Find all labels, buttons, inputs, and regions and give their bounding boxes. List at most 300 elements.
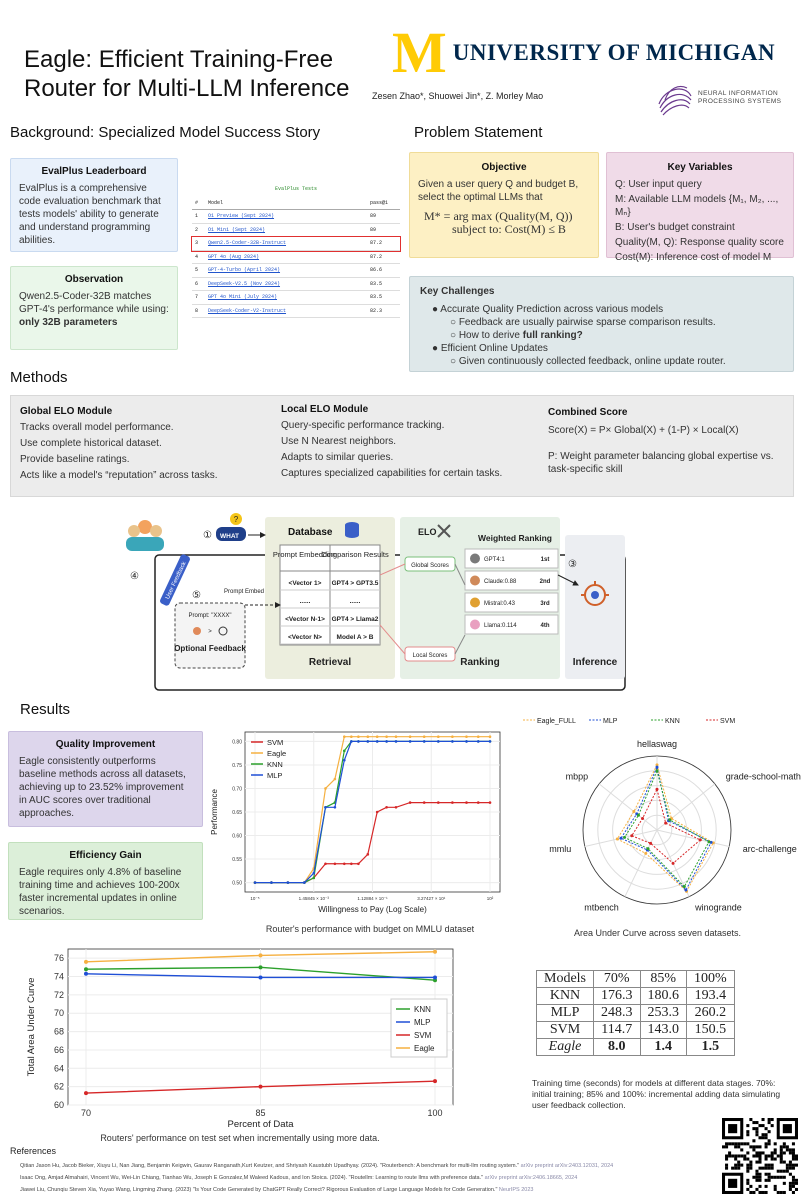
col-embed: Prompt Embedding	[272, 550, 338, 559]
data-point	[84, 972, 88, 976]
leaderboard-row	[192, 264, 400, 278]
row-model[interactable]: GPT 4o (Aug 2024)	[208, 253, 260, 260]
legend-label: SVM	[267, 738, 284, 747]
row-model[interactable]: GPT-4-Turbo (April 2024)	[208, 267, 281, 274]
table-cell: 260.2	[687, 1005, 735, 1022]
local-elo-module	[281, 404, 521, 484]
table-header-row	[537, 971, 735, 988]
radar-point	[649, 842, 652, 845]
reference-source[interactable]: arXiv preprint arXiv:2403.12031, 2024	[520, 1163, 614, 1169]
local-scores-label: Local Scores	[412, 653, 448, 659]
y-tick-label: 72	[53, 989, 64, 1000]
reference-item	[20, 1160, 720, 1172]
db-vector: <Vector N-1>	[285, 616, 325, 623]
method-item: Tracks overall model performance.	[20, 422, 174, 433]
x-tick-label: 100	[427, 1108, 443, 1118]
architecture-diagram	[120, 505, 640, 695]
data-point	[385, 806, 388, 809]
data-point	[477, 735, 480, 738]
table-cell: 180.6	[640, 988, 687, 1005]
key-variable: Cost(M): Inference cost of model M	[615, 252, 772, 263]
data-point	[451, 735, 454, 738]
challenges-box: Key Challenges ● Accurate Quality Prediction across various models ○ Feedback are usually pairwise sparse comparison results. ○ How to derive full ranking? ● Efficient Online Updates ○ Given continuously collected feedback, online update router.	[409, 276, 794, 372]
data-point	[395, 735, 398, 738]
reference-item	[20, 1172, 720, 1184]
references-heading: References	[10, 1146, 57, 1156]
umich-logo	[392, 20, 776, 85]
user-feedback-label: User Feedback	[165, 560, 188, 601]
elo-label: ELO	[418, 527, 437, 537]
db-vector: <Vector N>	[288, 634, 322, 641]
row-rank: 7	[195, 294, 199, 301]
optional-label: Optional Feedback	[174, 644, 246, 653]
objective-formula	[418, 210, 590, 236]
table-cell: 193.4	[687, 988, 735, 1005]
rank-position: 4th	[540, 623, 550, 629]
rank-position: 2nd	[539, 579, 551, 585]
data-point	[451, 740, 454, 743]
combined-score	[548, 406, 788, 476]
data-point	[437, 735, 440, 738]
data-point	[367, 740, 370, 743]
references-list	[20, 1160, 720, 1196]
svg-text:?: ?	[233, 515, 239, 524]
incremental-auc-chart	[20, 943, 460, 1130]
data-point	[376, 735, 379, 738]
global-elo-items	[20, 422, 270, 481]
rank-position: 3rd	[540, 601, 550, 607]
reference-source[interactable]: NeurIPS 2023	[498, 1187, 534, 1193]
radar-axis-label: mmlu	[549, 844, 572, 855]
evalplus-text: EvalPlus is a comprehensive code evaluation benchmark that tests models' ability to generate and understand programming abilities.	[19, 183, 161, 246]
radar-point	[656, 769, 659, 772]
table-cell: 143.0	[640, 1022, 687, 1039]
table-cell: 114.7	[594, 1022, 641, 1039]
x-tick-label: 3.27427 × 10¹	[417, 896, 446, 901]
row-model[interactable]: Qwen2.5-Coder-32B-Instruct	[208, 240, 287, 247]
method-item: Use N Nearest neighbors.	[281, 436, 397, 447]
col-rank: #	[195, 199, 199, 206]
legend-label: SVM	[414, 1031, 432, 1040]
data-point	[423, 801, 426, 804]
data-point	[437, 740, 440, 743]
y-tick-label: 0.75	[232, 762, 242, 769]
rank-label: Mistral:0.43	[484, 601, 516, 607]
evalplus-leaderboard	[192, 186, 400, 320]
row-model[interactable]: O1 Preview (Sept 2024)	[208, 213, 275, 220]
method-item: Acts like a model's “reputation” across tasks.	[20, 470, 218, 481]
data-point	[270, 881, 273, 884]
row-pass: 82.3	[370, 307, 383, 314]
evalplus-title: EvalPlus Leaderboard	[41, 166, 147, 177]
step-5: ⑤	[192, 590, 201, 601]
leaderboard-row	[192, 305, 400, 319]
data-point	[254, 881, 257, 884]
step-1: ①	[203, 530, 212, 541]
row-pass: 87.2	[370, 253, 383, 260]
data-point	[259, 965, 263, 969]
what-label: WHAT	[220, 533, 240, 540]
col-model: Model	[208, 199, 224, 206]
radar-point	[683, 885, 686, 888]
table-cell: 8.0	[594, 1039, 641, 1056]
y-tick-label: 74	[53, 971, 64, 982]
observation-bold: only 32B parameters	[19, 317, 118, 328]
key-variables-title: Key Variables	[667, 162, 733, 173]
legend-label: MLP	[603, 718, 618, 725]
neurips-name: NEURAL INFORMATION PROCESSING SYSTEMS	[698, 90, 782, 105]
data-point	[465, 801, 468, 804]
data-point	[350, 735, 353, 738]
objective-title: Objective	[481, 162, 527, 173]
data-point	[376, 740, 379, 743]
x-tick-label: 70	[80, 1108, 92, 1118]
combined-note: P: Weight parameter balancing global expertise vs. task-specific skill	[548, 451, 774, 475]
key-variables-box	[606, 152, 794, 263]
table-row	[537, 1022, 735, 1039]
retrieval-label: Retrieval	[308, 657, 352, 668]
umich-name: UNIVERSITY OF MICHIGAN	[452, 40, 776, 65]
data-point	[385, 735, 388, 738]
method-item: Adapts to similar queries.	[281, 452, 394, 463]
ranking-label: Ranking	[460, 657, 500, 668]
database-icon	[345, 522, 359, 538]
radar-point	[641, 817, 644, 820]
prompt-example: Prompt: "XXXX"	[188, 613, 232, 619]
x-tick-label: 10⁻⁵	[250, 896, 260, 901]
x-tick-label: 85	[255, 1108, 266, 1118]
data-point	[343, 750, 346, 753]
key-variable: B: User's budget constraint	[615, 222, 735, 233]
challenge-1b-bold: full ranking?	[522, 330, 583, 341]
rank-position: 1st	[540, 557, 550, 563]
quality-box	[8, 731, 203, 827]
table-header-cell: 100%	[687, 971, 735, 988]
challenges-title: Key Challenges	[420, 286, 495, 297]
legend-label: SVM	[720, 718, 736, 725]
global-scores-label: Global Scores	[411, 563, 449, 569]
row-model[interactable]: O1 Mini (Sept 2024)	[208, 226, 266, 233]
training-time-table	[536, 970, 735, 1056]
database-title: Database	[288, 527, 333, 538]
y-axis-label: Total Area Under Curve	[26, 977, 37, 1077]
db-result: GPT4 > GPT3.5	[331, 580, 379, 587]
leaderboard-row	[192, 224, 400, 238]
data-point	[433, 1079, 437, 1083]
global-elo-module	[20, 406, 270, 486]
leaderboard-row	[192, 251, 400, 265]
table-header-cell: 70%	[594, 971, 641, 988]
db-vector: ......	[299, 598, 311, 605]
data-point	[409, 801, 412, 804]
data-point	[350, 740, 353, 743]
neurips-logo	[655, 78, 808, 118]
table-row	[537, 1005, 735, 1022]
legend-label: KNN	[414, 1005, 431, 1014]
data-point	[433, 950, 437, 954]
observation-title: Observation	[64, 274, 124, 285]
y-tick-label: 0.60	[232, 833, 242, 840]
data-point	[489, 740, 492, 743]
radar-point	[632, 810, 635, 813]
y-tick-label: 68	[53, 1026, 64, 1037]
combined-formula: Score(X) = P× Global(X) + (1-P) × Local(X)	[548, 425, 739, 436]
key-variable: M: Available LLM models {M₁, M₂, ..., Mₙ}	[615, 194, 779, 218]
data-point	[451, 801, 454, 804]
data-point	[84, 1091, 88, 1095]
data-point	[334, 778, 337, 781]
data-point	[259, 975, 263, 979]
challenge-2: Efficient Online Updates	[440, 343, 548, 354]
y-tick-label: 0.65	[232, 810, 242, 816]
legend-label: MLP	[267, 771, 283, 780]
radar-point	[656, 788, 659, 791]
legend-label: Eagle	[267, 749, 287, 758]
data-point	[343, 735, 346, 738]
row-pass: 89	[370, 213, 377, 220]
y-tick-label: 70	[53, 1008, 64, 1019]
reference-item	[20, 1184, 720, 1196]
data-point	[357, 862, 360, 865]
x-tick-label: 10²	[486, 896, 494, 901]
problem-heading: Problem Statement	[414, 124, 543, 141]
results-heading: Results	[20, 701, 71, 718]
data-point	[343, 862, 346, 865]
data-point	[367, 735, 370, 738]
radar-point	[668, 818, 671, 821]
radar-point	[672, 862, 675, 865]
inference-label: Inference	[572, 657, 618, 668]
rank-label: Llama:0.114	[484, 623, 517, 629]
objective-text: Given a user query Q and budget B, select the optimal LLMs that	[418, 179, 579, 203]
data-point	[84, 960, 88, 964]
budget-performance-chart	[205, 724, 515, 920]
table-header-cell: 85%	[640, 971, 687, 988]
table-cell: 1.4	[640, 1039, 687, 1056]
y-tick-label: 0.70	[232, 786, 242, 793]
efficiency-box	[8, 842, 203, 920]
data-point	[259, 1085, 263, 1089]
data-point	[385, 740, 388, 743]
umich-block-m: M	[392, 20, 445, 85]
row-rank: 4	[195, 253, 199, 260]
radar-point	[623, 836, 626, 839]
table-cell: SVM	[537, 1022, 594, 1039]
db-vector: <Vector 1>	[288, 580, 322, 587]
methods-heading: Methods	[10, 369, 68, 386]
users-icon	[126, 520, 164, 551]
data-point	[433, 975, 437, 979]
leaderboard-table	[192, 196, 400, 318]
row-model[interactable]: DeepSeek-Coder-V2-Instruct	[208, 307, 287, 314]
chart3-caption: Routers' performance on test set when incrementally using more data.	[100, 1133, 380, 1143]
observation-text: Qwen2.5-Coder-32B matches GPT-4's performance while using:	[19, 291, 169, 315]
table-cell: MLP	[537, 1005, 594, 1022]
db-result: GPT4 > Llama2	[331, 616, 379, 623]
db-result: Model A > B	[336, 634, 374, 641]
table-cell: 253.3	[640, 1005, 687, 1022]
radar-point	[619, 837, 622, 840]
challenge-1: Accurate Quality Prediction across various models	[440, 304, 664, 315]
leaderboard-row	[192, 278, 400, 292]
data-point	[489, 801, 492, 804]
row-pass: 89	[370, 226, 377, 233]
challenge-2a: Given continuously collected feedback, online update router.	[458, 356, 726, 367]
radar-point	[637, 814, 640, 817]
challenge-1a: Feedback are usually pairwise sparse comparison results.	[458, 317, 716, 328]
legend-label: Eagle_FULL	[537, 718, 576, 725]
y-tick-label: 0.55	[232, 857, 242, 864]
table-cell: 1.5	[687, 1039, 735, 1056]
svg-text:>: >	[208, 629, 212, 635]
db-result: ......	[349, 598, 361, 605]
radar-point	[616, 838, 619, 841]
key-variable: Quality(M, Q): Response quality score	[615, 237, 784, 248]
radar-axis-label: grade-school-math	[725, 771, 801, 782]
qr-code-icon[interactable]	[722, 1118, 798, 1194]
local-elo-items	[281, 420, 521, 479]
method-item: Use complete historical dataset.	[20, 438, 162, 449]
efficiency-text: Eagle requires only 4.8% of baseline training time and achieves 100-200x faster incremental updates in online scenarios.	[19, 867, 182, 917]
method-item: Query-specific performance tracking.	[281, 420, 445, 431]
data-point	[423, 740, 426, 743]
leaderboard-row	[192, 237, 400, 251]
row-rank: 5	[195, 267, 199, 274]
model-logo-icon	[470, 554, 480, 564]
data-point	[395, 740, 398, 743]
table-cell: 176.3	[594, 988, 641, 1005]
y-tick-label: 66	[53, 1044, 64, 1055]
reference-text: Isaac Ong, Amjad Almahairi, Vincent Wu, Wei-Lin Chiang, Tianhao Wu, Joseph E Gonzalez,M Waleed Kadous, and Ion Stoica. (2024). "Routellm: Learning to route llms with preference data."	[20, 1175, 485, 1181]
radar-axis-label: mbpp	[565, 771, 589, 782]
combined-title: Combined Score	[548, 407, 628, 418]
data-point	[303, 881, 306, 884]
table-cell: 248.3	[594, 1005, 641, 1022]
row-rank: 3	[195, 240, 199, 247]
legend-label: Eagle	[414, 1044, 435, 1053]
global-elo-title: Global ELO Module	[20, 406, 113, 417]
leaderboard-row	[192, 291, 400, 305]
y-tick-label: 0.50	[232, 880, 242, 887]
radar-axis-label: arc-challenge	[742, 844, 797, 855]
step-4: ④	[130, 571, 139, 582]
data-point	[334, 806, 337, 809]
key-variable: Q: User input query	[615, 179, 702, 190]
row-pass: 86.6	[370, 267, 383, 274]
objective-box	[409, 152, 599, 258]
data-point	[357, 740, 360, 743]
table-cell: Eagle	[537, 1039, 594, 1056]
table-cell: 150.5	[687, 1022, 735, 1039]
data-point	[259, 953, 263, 957]
leaderboard-caption: EvalPlus Tests	[274, 186, 317, 192]
data-point	[409, 740, 412, 743]
y-tick-label: 62	[53, 1081, 64, 1092]
x-tick-label: 1.12884 × 10⁻¹	[357, 896, 388, 901]
data-point	[324, 787, 327, 790]
table-cell: KNN	[537, 988, 594, 1005]
challenge-1b: How to derive	[458, 330, 520, 341]
radar-axis-label: winogrande	[695, 902, 742, 913]
data-point	[343, 759, 346, 762]
radar-axis-label: mtbench	[584, 902, 619, 913]
chart1-caption: Router's performance with budget on MMLU dataset	[265, 924, 475, 934]
neurips-icon	[655, 78, 695, 118]
radar-point	[647, 847, 650, 850]
table-row	[537, 1039, 735, 1056]
row-rank: 8	[195, 307, 199, 314]
methods-box	[10, 395, 794, 497]
quality-title: Quality Improvement	[55, 739, 156, 750]
data-point	[334, 862, 337, 865]
efficiency-title: Efficiency Gain	[69, 850, 142, 861]
data-point	[489, 735, 492, 738]
auc-radar-chart	[515, 706, 800, 928]
data-point	[465, 735, 468, 738]
radar-point	[630, 834, 633, 837]
row-model[interactable]: DeepSeek-V2.5 (Nov 2024)	[208, 280, 281, 287]
model-a-icon	[193, 627, 201, 635]
row-pass: 87.2	[370, 240, 383, 247]
radar-point	[684, 889, 687, 892]
x-axis-label: Willingness to Pay (Log Scale)	[318, 905, 427, 914]
legend-label: KNN	[267, 760, 283, 769]
data-point	[376, 811, 379, 814]
rank-label: Claude:0.88	[484, 579, 517, 585]
poster-title: Eagle: Efficient Training-Free Router for Multi-LLM Inference	[24, 46, 350, 102]
radar-axis-label: hellaswag	[636, 739, 678, 749]
row-pass: 83.5	[370, 280, 383, 287]
radar-point	[664, 822, 667, 825]
table-header-cell: Models	[537, 971, 594, 988]
row-model[interactable]: GPT 4o Mini (July 2024)	[208, 294, 278, 301]
leaderboard-header	[192, 196, 400, 210]
data-point	[367, 853, 370, 856]
y-axis-label: Performance	[210, 789, 219, 835]
formula-argmax: M* = arg max (Quality(M, Q))	[424, 209, 573, 223]
radar-point	[644, 852, 647, 855]
quality-text: Eagle consistently outperforms baseline methods across all datasets, achieving up to 23.52% improvement in AUC scores over traditional approaches.	[19, 756, 186, 819]
table-row	[537, 988, 735, 1005]
radar-point	[707, 840, 710, 843]
leaderboard-row	[192, 210, 400, 224]
y-tick-label: 0.80	[232, 739, 242, 746]
data-point	[324, 806, 327, 809]
data-point	[477, 801, 480, 804]
observation-box	[10, 266, 178, 350]
data-point	[84, 967, 88, 971]
reference-text: Jiawei Liu, Chunqiu Steven Xia, Yuyao Wang, Lingming Zhang. (2023) "Is Your Code Generated by ChatGPT Really Correct? Rigorous Evaluation of Large Language Models for Code Generation."	[20, 1187, 499, 1193]
table-caption: Training time (seconds) for models at different data stages. 70%: initial training; 85% and 100%: incremental adding data simulating user feedback collection.	[532, 1078, 781, 1110]
data-point	[395, 806, 398, 809]
model-logo-icon	[470, 598, 480, 608]
data-point	[409, 735, 412, 738]
background-heading: Background: Specialized Model Success Story	[10, 124, 321, 141]
prompt-embed-label: Prompt Embed	[224, 589, 265, 595]
data-point	[437, 801, 440, 804]
data-point	[350, 862, 353, 865]
y-tick-label: 60	[53, 1100, 64, 1110]
reference-source[interactable]: arXiv preprint arXiv:2406.18665, 2024	[484, 1175, 578, 1181]
model-logo-icon	[470, 620, 480, 630]
authors: Zesen Zhao*, Shuowei Jin*, Z. Morley Mao	[372, 91, 544, 101]
rank-label: GPT4:1	[484, 557, 505, 563]
radar-point	[699, 838, 702, 841]
data-point	[423, 735, 426, 738]
row-rank: 1	[195, 213, 199, 220]
y-tick-label: 76	[53, 953, 64, 964]
local-elo-title: Local ELO Module	[281, 404, 369, 415]
